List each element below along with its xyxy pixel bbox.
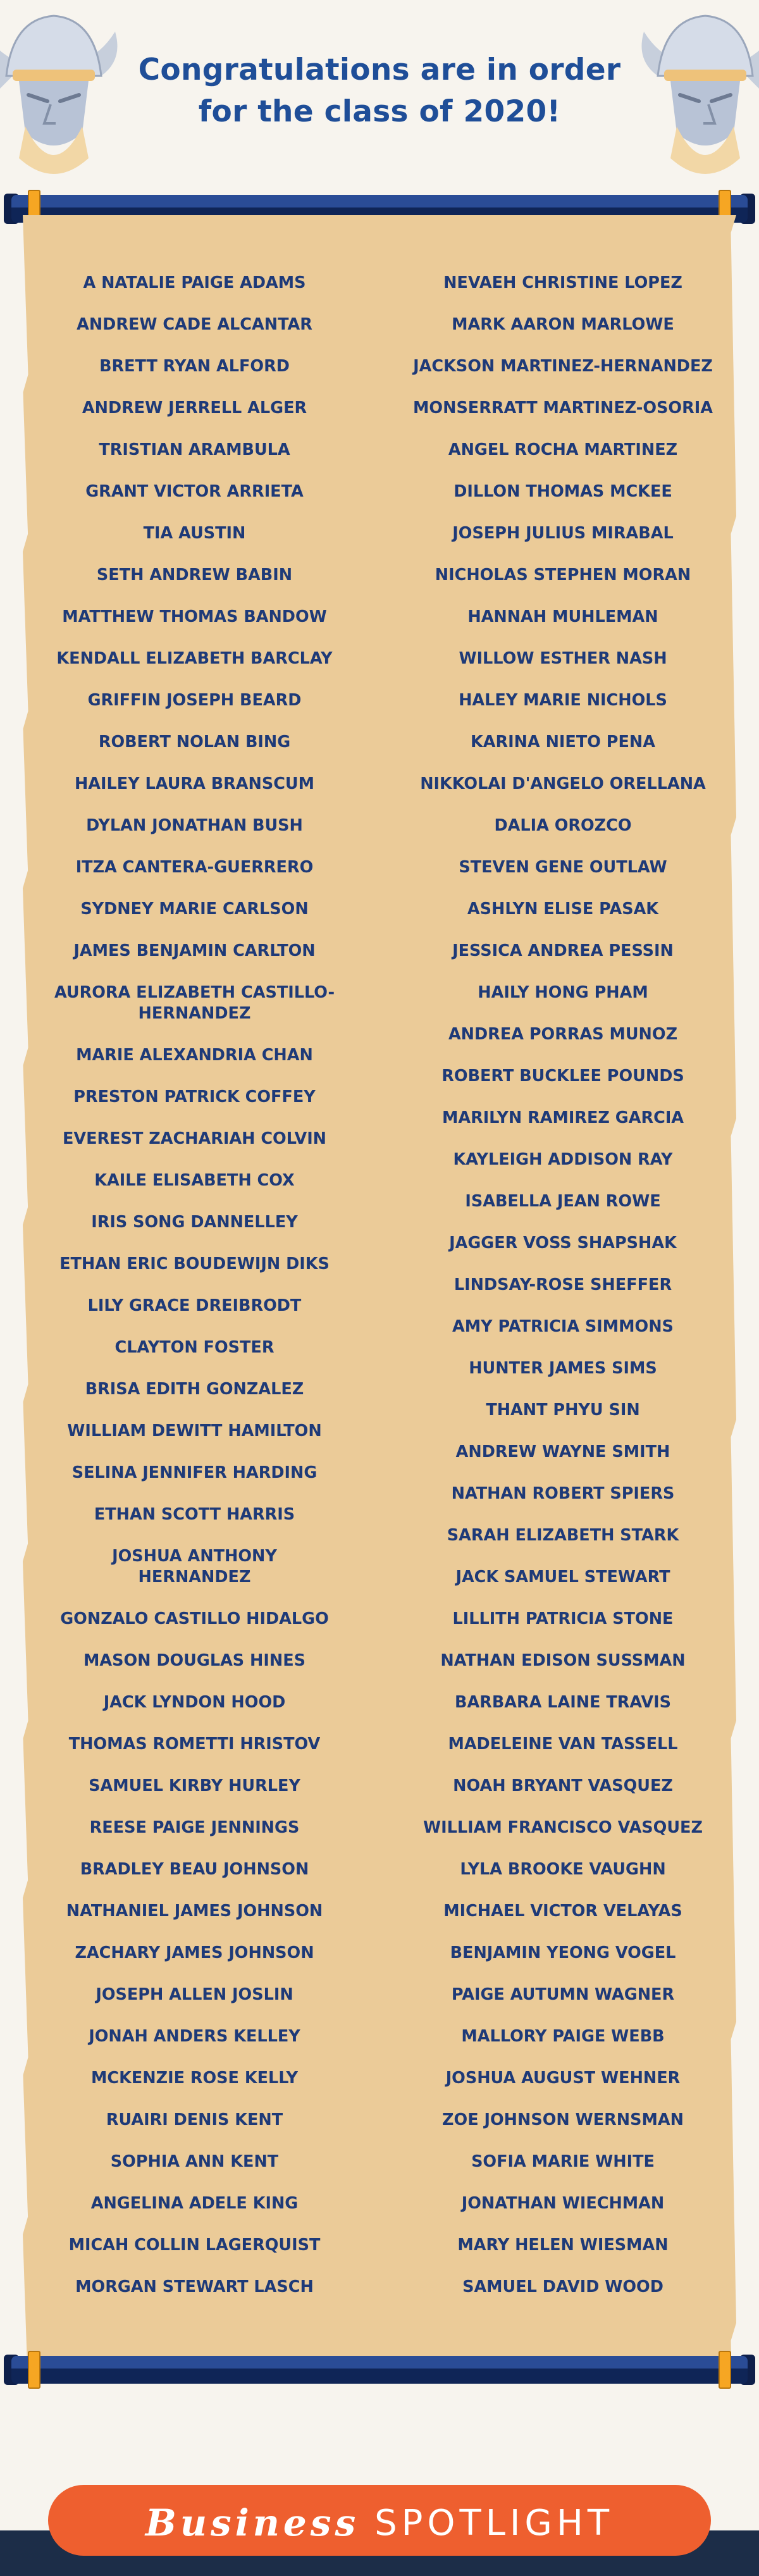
graduate-name: GRANT VICTOR ARRIETA [85, 481, 304, 501]
graduate-name: STEVEN GENE OUTLAW [459, 857, 667, 877]
graduate-name: JACK SAMUEL STEWART [455, 1567, 670, 1587]
graduate-name: NICHOLAS STEPHEN MORAN [435, 565, 691, 585]
page-title [95, 49, 664, 133]
graduate-name: ROBERT BUCKLEE POUNDS [441, 1066, 684, 1086]
graduate-name: GONZALO CASTILLO HIDALGO [60, 1609, 329, 1628]
graduate-name: JOSEPH ALLEN JOSLIN [96, 1985, 293, 2004]
graduate-name: SAMUEL DAVID WOOD [462, 2277, 663, 2296]
graduate-name: THOMAS ROMETTI HRISTOV [68, 1734, 321, 1754]
graduate-name: JOSEPH JULIUS MIRABAL [452, 523, 674, 543]
graduate-name: ETHAN ERIC BOUDEWIJN DIKS [59, 1254, 330, 1273]
graduate-name: ZOE JOHNSON WERNSMAN [442, 2110, 684, 2129]
graduate-name: ZACHARY JAMES JOHNSON [75, 1943, 314, 1962]
graduate-name: NATHAN ROBERT SPIERS [451, 1483, 675, 1503]
title-line-2: for the class of 2020! [198, 94, 561, 129]
graduate-name: CLAYTON FOSTER [114, 1337, 275, 1357]
graduate-name: AMY PATRICIA SIMMONS [452, 1316, 674, 1336]
graduate-name: MARIE ALEXANDRIA CHAN [76, 1045, 313, 1065]
graduate-name: NOAH BRYANT VASQUEZ [453, 1776, 673, 1795]
graduate-name: KAILE ELISABETH COX [94, 1170, 295, 1190]
graduate-name: LILY GRACE DREIBRODT [87, 1296, 302, 1315]
graduate-name: JAGGER VOSS SHAPSHAK [449, 1233, 677, 1253]
graduate-name: SETH ANDREW BABIN [96, 565, 293, 585]
graduate-name: JOSHUA ANTHONY HERNANDEZ [112, 1546, 277, 1587]
graduate-name: PRESTON PATRICK COFFEY [73, 1087, 316, 1106]
graduate-name: NEVAEH CHRISTINE LOPEZ [443, 273, 682, 292]
graduate-name: JAMES BENJAMIN CARLTON [73, 941, 316, 960]
graduate-name: ISABELLA JEAN ROWE [465, 1191, 661, 1211]
rod-cap [28, 2351, 40, 2389]
graduate-name: ITZA CANTERA-GUERRERO [75, 857, 314, 877]
graduate-name: KARINA NIETO PENA [471, 732, 655, 752]
graduate-list-left [54, 262, 335, 2308]
graduate-name: LYLA BROOKE VAUGHN [460, 1859, 666, 1879]
brand-word-spotlight: SPOTLIGHT [374, 2502, 614, 2544]
graduate-name: KAYLEIGH ADDISON RAY [453, 1149, 673, 1169]
graduate-name: ROBERT NOLAN BING [98, 732, 291, 752]
graduate-name: NATHANIEL JAMES JOHNSON [66, 1901, 323, 1921]
graduate-name: MATTHEW THOMAS BANDOW [62, 607, 327, 626]
graduate-name: NIKKOLAI D'ANGELO ORELLANA [420, 774, 706, 793]
graduate-name: SARAH ELIZABETH STARK [447, 1525, 679, 1545]
graduate-name: BRISA EDITH GONZALEZ [85, 1379, 304, 1399]
graduate-name: ANGELINA ADELE KING [90, 2193, 299, 2213]
graduate-name: JACKSON MARTINEZ-HERNANDEZ [413, 356, 713, 376]
graduate-name: MORGAN STEWART LASCH [75, 2277, 314, 2296]
graduate-name: HAILEY LAURA BRANSCUM [74, 774, 315, 793]
graduate-name: TRISTIAN ARAMBULA [99, 440, 290, 459]
graduate-name: MARILYN RAMIREZ GARCIA [441, 1108, 684, 1127]
graduate-name: SOPHIA ANN KENT [110, 2152, 279, 2171]
graduate-name: ETHAN SCOTT HARRIS [94, 1504, 295, 1524]
graduate-name: ANGEL ROCHA MARTINEZ [448, 440, 678, 459]
graduate-list-right [411, 262, 715, 2308]
graduate-name: SOFIA MARIE WHITE [471, 2152, 655, 2171]
graduate-name: ANDREW CADE ALCANTAR [77, 314, 312, 334]
graduate-name: MARK AARON MARLOWE [452, 314, 674, 334]
graduate-name: HUNTER JAMES SIMS [469, 1358, 657, 1378]
graduate-name: SELINA JENNIFER HARDING [71, 1463, 318, 1482]
header [0, 0, 759, 190]
graduate-name: SAMUEL KIRBY HURLEY [89, 1776, 300, 1795]
business-spotlight-banner [48, 2485, 711, 2556]
graduate-name: EVEREST ZACHARIAH COLVIN [62, 1129, 327, 1148]
graduate-name: AURORA ELIZABETH CASTILLO-HERNANDEZ [54, 982, 335, 1023]
graduate-name: HANNAH MUHLEMAN [467, 607, 658, 626]
graduate-name: MALLORY PAIGE WEBB [461, 2026, 665, 2046]
graduate-name: MCKENZIE ROSE KELLY [90, 2068, 299, 2088]
graduate-name: MICAH COLLIN LAGERQUIST [68, 2235, 321, 2255]
graduate-name: REESE PAIGE JENNINGS [89, 1817, 300, 1837]
graduate-name: WILLIAM FRANCISCO VASQUEZ [423, 1817, 703, 1837]
scroll-rod-bottom [0, 2351, 759, 2389]
graduate-name: HALEY MARIE NICHOLS [459, 690, 667, 710]
graduate-name: IRIS SONG DANNELLEY [91, 1212, 298, 1232]
graduate-name: LILLITH PATRICIA STONE [452, 1609, 674, 1628]
graduate-name: BARBARA LAINE TRAVIS [455, 1692, 671, 1712]
graduate-name: THANT PHYU SIN [486, 1400, 640, 1420]
graduate-name: MASON DOUGLAS HINES [83, 1650, 306, 1670]
graduate-name: JOSHUA AUGUST WEHNER [445, 2068, 681, 2088]
graduate-name: HAILY HONG PHAM [478, 982, 648, 1002]
graduate-name: DALIA OROZCO [494, 815, 632, 835]
graduate-name: A NATALIE PAIGE ADAMS [83, 273, 306, 292]
title-line-1: Congratulations are in order [138, 53, 621, 87]
graduate-name: MARY HELEN WIESMAN [457, 2235, 669, 2255]
graduate-name: JONATHAN WIECHMAN [461, 2193, 665, 2213]
graduate-name: ANDREA PORRAS MUNOZ [448, 1024, 678, 1044]
graduate-name: TIA AUSTIN [143, 523, 246, 543]
rod-cap [719, 2351, 731, 2389]
graduate-name: MONSERRATT MARTINEZ-OSORIA [413, 398, 713, 418]
graduate-name: PAIGE AUTUMN WAGNER [451, 1985, 675, 2004]
graduate-name: MICHAEL VICTOR VELAYAS [443, 1901, 682, 1921]
graduate-name: ANDREW JERRELL ALGER [82, 398, 307, 418]
graduate-name: JONAH ANDERS KELLEY [89, 2026, 300, 2046]
graduate-name: BENJAMIN YEONG VOGEL [450, 1943, 676, 1962]
graduate-name: ASHLYN ELISE PASAK [467, 899, 659, 919]
graduate-name: WILLIAM DEWITT HAMILTON [67, 1421, 322, 1440]
graduate-name: WILLOW ESTHER NASH [459, 648, 667, 668]
graduate-name: DILLON THOMAS MCKEE [454, 481, 672, 501]
graduate-name: JESSICA ANDREA PESSIN [452, 941, 674, 960]
graduate-name: SYDNEY MARIE CARLSON [80, 899, 309, 919]
graduate-name: NATHAN EDISON SUSSMAN [440, 1650, 686, 1670]
graduate-name: ANDREW WAYNE SMITH [455, 1442, 670, 1461]
graduate-name: GRIFFIN JOSEPH BEARD [87, 690, 302, 710]
brand-word-business: Business [145, 2501, 360, 2544]
graduate-name: BRADLEY BEAU JOHNSON [80, 1859, 309, 1879]
graduate-name: JACK LYNDON HOOD [103, 1692, 286, 1712]
graduate-name: DYLAN JONATHAN BUSH [86, 815, 303, 835]
graduate-name: RUAIRI DENIS KENT [106, 2110, 283, 2129]
graduate-name: LINDSAY-ROSE SHEFFER [454, 1275, 672, 1294]
graduate-name: MADELEINE VAN TASSELL [448, 1734, 678, 1754]
graduate-name: KENDALL ELIZABETH BARCLAY [56, 648, 333, 668]
graduate-name: BRETT RYAN ALFORD [99, 356, 290, 376]
